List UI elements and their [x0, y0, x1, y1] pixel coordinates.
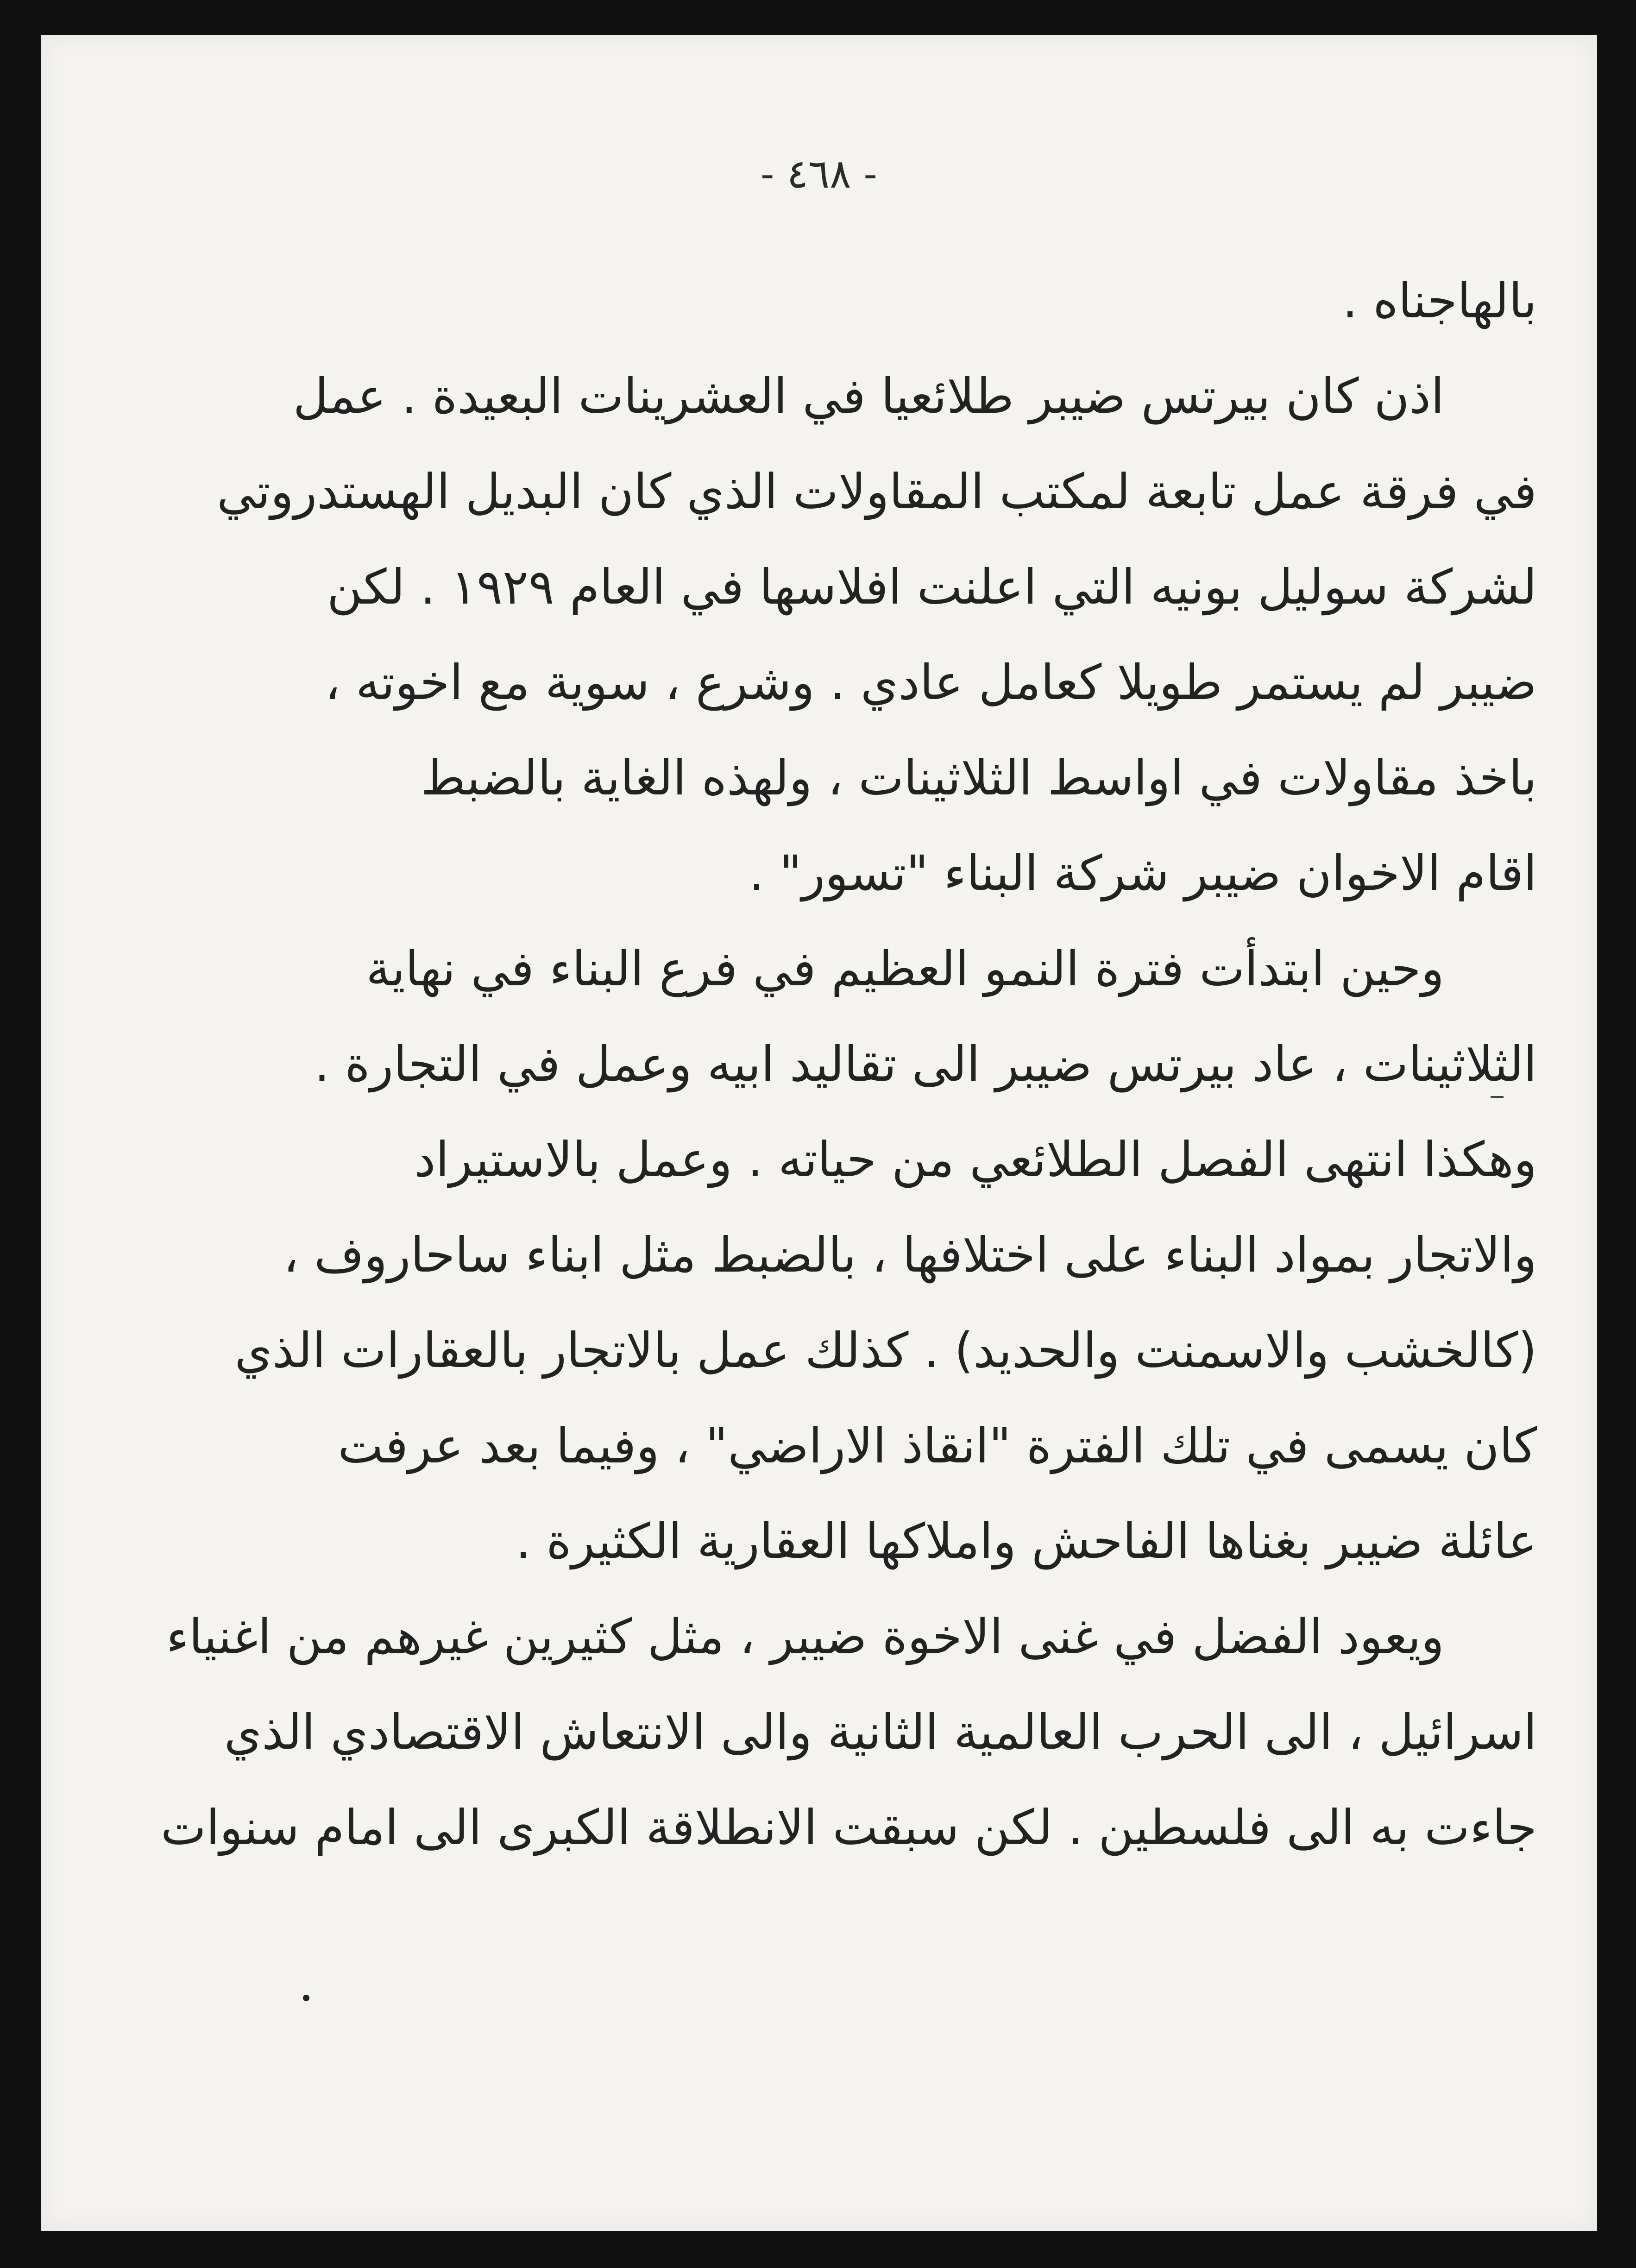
page-number: - ٤٦٨ - — [761, 151, 877, 197]
text-line: كان يسمى في تلك الفترة "انقاذ الاراضي" ، وفيما بعد عرفت — [338, 1418, 1537, 1474]
text-line: باخذ مقاولات في اواسط الثلاثينات ، ولهذه الغاية بالضبط — [421, 750, 1537, 806]
text-line: اقام الاخوان ضيبر شركة البناء "تسور" . — [749, 845, 1537, 901]
text-line: عائلة ضيبر بغناها الفاحش واملاكها العقارية الكثيرة . — [516, 1513, 1537, 1569]
handwritten-page — [41, 35, 1597, 2231]
text-line: (كالخشب والاسمنت والحديد) . كذلك عمل بالاتجار بالعقارات الذي — [234, 1322, 1537, 1379]
text-line: ضيبر لم يستمر طويلا كعامل عادي . وشرع ، سوية مع اخوته ، — [325, 654, 1537, 711]
text-line: وحين ابتدأت فترة النمو العظيم في فرع البناء في نهاية — [366, 940, 1444, 997]
text-line: الثلاثينات ، عاد بيرتس ضيبر الى تقاليد ابيه وعمل في التجارة . — [314, 1036, 1537, 1092]
text-line: بالهاجناه . — [1342, 272, 1537, 329]
text-line: اسرائيل ، الى الحرب العالمية الثانية والى الانتعاش الاقتصادي الذي — [224, 1704, 1537, 1760]
text-line: وهكذا انتهى الفصل الطلائعي من حياته . وعمل بالاستيراد — [414, 1131, 1537, 1188]
text-line: والاتجار بمواد البناء على اختلافها ، بالضبط مثل ابناء ساحاروف ، — [283, 1227, 1537, 1283]
text-line: جاءت به الى فلسطين . لكن سبقت الانطلاقة الكبرى الى امام سنوات — [161, 1799, 1537, 1856]
text-line: ويعود الفضل في غنى الاخوة ضيبر ، مثل كثيرين غيرهم من اغنياء — [166, 1608, 1444, 1665]
ink-dot — [303, 1995, 309, 2001]
margin-mark — [1491, 1096, 1504, 1098]
manuscript-text — [110, 253, 1537, 1875]
text-line: اذن كان بيرتس ضيبر طلائعيا في العشرينات البعيدة . عمل — [293, 368, 1444, 424]
text-line: لشركة سوليل بونيه التي اعلنت افلاسها في العام ١٩٢٩ . لكن — [327, 559, 1537, 615]
text-line: في فرقة عمل تابعة لمكتب المقاولات الذي كان البديل الهستدروتي — [217, 463, 1537, 520]
